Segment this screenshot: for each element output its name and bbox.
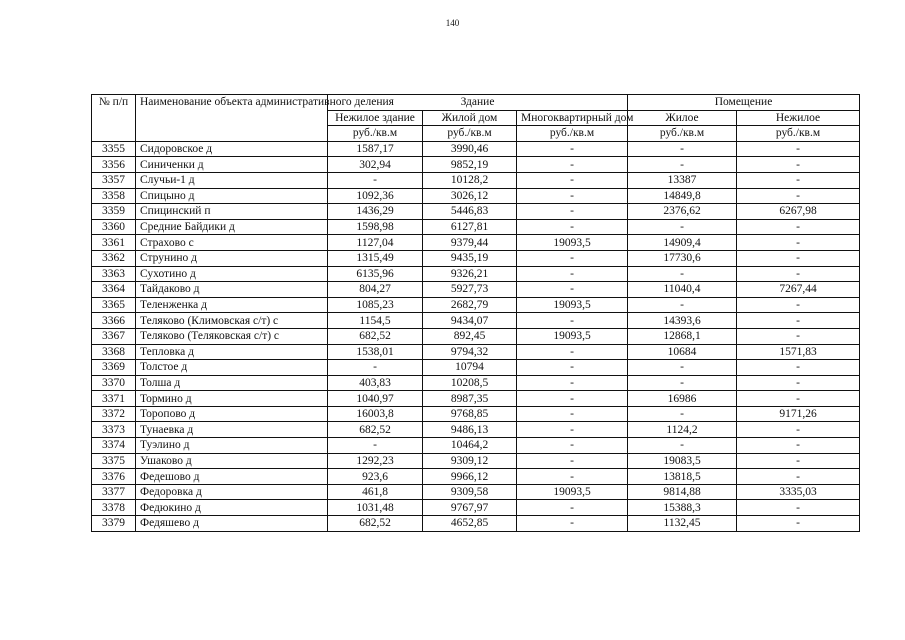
residential-house-price: 8987,35 — [423, 391, 517, 407]
row-number: 3372 — [92, 406, 136, 422]
row-number: 3356 — [92, 157, 136, 173]
settlement-name: Теляково (Теляковская с/т) с — [136, 328, 328, 344]
settlement-name: Ушаково д — [136, 453, 328, 469]
row-number: 3367 — [92, 328, 136, 344]
apartment-building-price: - — [517, 141, 628, 157]
nonresidential-premises-price: - — [737, 266, 860, 282]
residential-house-price: 9486,13 — [423, 422, 517, 438]
settlement-name: Федюкино д — [136, 500, 328, 516]
price-table — [91, 94, 860, 532]
nonresidential-building-price: 1292,23 — [328, 453, 423, 469]
settlement-name: Сидоровское д — [136, 141, 328, 157]
table-row — [92, 172, 860, 188]
nonresidential-building-price: - — [328, 360, 423, 376]
nonresidential-premises-price: - — [737, 375, 860, 391]
residential-house-price: 10464,2 — [423, 438, 517, 454]
unit-label: руб./кв.м — [628, 126, 737, 142]
row-number: 3368 — [92, 344, 136, 360]
nonresidential-premises-price: - — [737, 469, 860, 485]
apartment-building-price: - — [517, 266, 628, 282]
nonresidential-premises-price: - — [737, 157, 860, 173]
residential-premises-price: 19083,5 — [628, 453, 737, 469]
table-row — [92, 282, 860, 298]
residential-premises-price: 1124,2 — [628, 422, 737, 438]
settlement-name: Толша д — [136, 375, 328, 391]
settlement-name: Спицыно д — [136, 188, 328, 204]
table-row — [92, 375, 860, 391]
nonresidential-building-price: - — [328, 438, 423, 454]
apartment-building-price: - — [517, 313, 628, 329]
nonresidential-premises-price: 9171,26 — [737, 406, 860, 422]
row-number: 3360 — [92, 219, 136, 235]
table-row — [92, 453, 860, 469]
table-row — [92, 406, 860, 422]
settlement-name: Федяшево д — [136, 516, 328, 532]
nonresidential-premises-price: - — [737, 500, 860, 516]
row-number: 3375 — [92, 453, 136, 469]
table-row — [92, 141, 860, 157]
header-premises: Помещение — [628, 95, 860, 111]
table-row — [92, 235, 860, 251]
table-row — [92, 250, 860, 266]
nonresidential-premises-price: - — [737, 438, 860, 454]
apartment-building-price: - — [517, 438, 628, 454]
settlement-name: Страхово с — [136, 235, 328, 251]
apartment-building-price: - — [517, 391, 628, 407]
row-number: 3370 — [92, 375, 136, 391]
residential-house-price: 9309,58 — [423, 484, 517, 500]
residential-house-price: 3026,12 — [423, 188, 517, 204]
nonresidential-premises-price: - — [737, 516, 860, 532]
settlement-name: Тунаевка д — [136, 422, 328, 438]
residential-premises-price: 16986 — [628, 391, 737, 407]
nonresidential-building-price: 461,8 — [328, 484, 423, 500]
nonresidential-building-price: 1031,48 — [328, 500, 423, 516]
apartment-building-price: 19093,5 — [517, 484, 628, 500]
settlement-name: Тайдаково д — [136, 282, 328, 298]
apartment-building-price: - — [517, 188, 628, 204]
unit-label: руб./кв.м — [423, 126, 517, 142]
unit-label: руб./кв.м — [737, 126, 860, 142]
residential-house-price: 9326,21 — [423, 266, 517, 282]
residential-house-price: 2682,79 — [423, 297, 517, 313]
apartment-building-price: 19093,5 — [517, 235, 628, 251]
residential-premises-price: - — [628, 157, 737, 173]
settlement-name: Тепловка д — [136, 344, 328, 360]
residential-house-price: 892,45 — [423, 328, 517, 344]
row-number: 3369 — [92, 360, 136, 376]
residential-premises-price: 14393,6 — [628, 313, 737, 329]
table-row — [92, 500, 860, 516]
table-row — [92, 469, 860, 485]
apartment-building-price: - — [517, 219, 628, 235]
header-nonresidential-premises: Нежилое — [737, 110, 860, 126]
residential-house-price: 3990,46 — [423, 141, 517, 157]
residential-house-price: 4652,85 — [423, 516, 517, 532]
nonresidential-building-price: 16003,8 — [328, 406, 423, 422]
page-number: 140 — [445, 18, 460, 28]
nonresidential-premises-price: - — [737, 219, 860, 235]
nonresidential-building-price: 1598,98 — [328, 219, 423, 235]
nonresidential-building-price: 302,94 — [328, 157, 423, 173]
settlement-name: Федоровка д — [136, 484, 328, 500]
nonresidential-building-price: 1538,01 — [328, 344, 423, 360]
nonresidential-building-price: - — [328, 172, 423, 188]
row-number: 3377 — [92, 484, 136, 500]
residential-premises-price: 2376,62 — [628, 204, 737, 220]
residential-premises-price: - — [628, 219, 737, 235]
settlement-name: Толстое д — [136, 360, 328, 376]
row-number: 3366 — [92, 313, 136, 329]
settlement-name: Торопово д — [136, 406, 328, 422]
nonresidential-premises-price: - — [737, 235, 860, 251]
nonresidential-premises-price: 6267,98 — [737, 204, 860, 220]
nonresidential-building-price: 1092,36 — [328, 188, 423, 204]
residential-house-price: 9309,12 — [423, 453, 517, 469]
residential-house-price: 10794 — [423, 360, 517, 376]
apartment-building-price: - — [517, 204, 628, 220]
nonresidential-building-price: 1315,49 — [328, 250, 423, 266]
apartment-building-price: - — [517, 360, 628, 376]
unit-label: руб./кв.м — [517, 126, 628, 142]
residential-premises-price: - — [628, 266, 737, 282]
settlement-name: Теленженка д — [136, 297, 328, 313]
nonresidential-premises-price: - — [737, 422, 860, 438]
apartment-building-price: - — [517, 453, 628, 469]
residential-house-price: 6127,81 — [423, 219, 517, 235]
unit-label: руб./кв.м — [328, 126, 423, 142]
residential-premises-price: - — [628, 406, 737, 422]
nonresidential-building-price: 1040,97 — [328, 391, 423, 407]
residential-house-price: 10128,2 — [423, 172, 517, 188]
residential-premises-price: 1132,45 — [628, 516, 737, 532]
row-number: 3357 — [92, 172, 136, 188]
nonresidential-building-price: 682,52 — [328, 516, 423, 532]
apartment-building-price: - — [517, 250, 628, 266]
residential-premises-price: 14909,4 — [628, 235, 737, 251]
row-number: 3355 — [92, 141, 136, 157]
residential-premises-price: - — [628, 360, 737, 376]
nonresidential-building-price: 1154,5 — [328, 313, 423, 329]
row-number: 3364 — [92, 282, 136, 298]
table-row — [92, 422, 860, 438]
residential-premises-price: 10684 — [628, 344, 737, 360]
settlement-name: Туэлино д — [136, 438, 328, 454]
nonresidential-building-price: 6135,96 — [328, 266, 423, 282]
residential-house-price: 9435,19 — [423, 250, 517, 266]
settlement-name: Случьи-1 д — [136, 172, 328, 188]
apartment-building-price: - — [517, 516, 628, 532]
residential-premises-price: - — [628, 438, 737, 454]
header-name: Наименование объекта административного деления — [136, 95, 328, 142]
nonresidential-premises-price: - — [737, 391, 860, 407]
row-number: 3363 — [92, 266, 136, 282]
table-row — [92, 297, 860, 313]
nonresidential-premises-price: 1571,83 — [737, 344, 860, 360]
residential-house-price: 5927,73 — [423, 282, 517, 298]
residential-premises-price: 12868,1 — [628, 328, 737, 344]
settlement-name: Сухотино д — [136, 266, 328, 282]
table-row — [92, 360, 860, 376]
nonresidential-premises-price: - — [737, 328, 860, 344]
nonresidential-premises-price: - — [737, 250, 860, 266]
nonresidential-premises-price: 3335,03 — [737, 484, 860, 500]
header-residential-premises: Жилое — [628, 110, 737, 126]
nonresidential-building-price: 403,83 — [328, 375, 423, 391]
header-row-top — [92, 95, 860, 111]
nonresidential-premises-price: - — [737, 297, 860, 313]
apartment-building-price: - — [517, 282, 628, 298]
table-row — [92, 188, 860, 204]
nonresidential-building-price: 1436,29 — [328, 204, 423, 220]
table-row — [92, 391, 860, 407]
nonresidential-building-price: 1085,23 — [328, 297, 423, 313]
settlement-name: Спицинский п — [136, 204, 328, 220]
residential-premises-price: 9814,88 — [628, 484, 737, 500]
settlement-name: Теляково (Климовская с/т) с — [136, 313, 328, 329]
nonresidential-premises-price: - — [737, 313, 860, 329]
settlement-name: Федешово д — [136, 469, 328, 485]
table-row — [92, 266, 860, 282]
residential-house-price: 9434,07 — [423, 313, 517, 329]
row-number: 3359 — [92, 204, 136, 220]
table-row — [92, 219, 860, 235]
apartment-building-price: - — [517, 406, 628, 422]
apartment-building-price: 19093,5 — [517, 297, 628, 313]
table-row — [92, 313, 860, 329]
apartment-building-price: - — [517, 172, 628, 188]
apartment-building-price: - — [517, 375, 628, 391]
residential-premises-price: 13818,5 — [628, 469, 737, 485]
row-number: 3374 — [92, 438, 136, 454]
row-number: 3362 — [92, 250, 136, 266]
header-building: Здание — [328, 95, 628, 111]
residential-house-price: 5446,83 — [423, 204, 517, 220]
table-row — [92, 516, 860, 532]
header-apartment-building: Многоквартирный дом — [517, 110, 628, 126]
residential-premises-price: 15388,3 — [628, 500, 737, 516]
nonresidential-premises-price: - — [737, 188, 860, 204]
nonresidential-building-price: 804,27 — [328, 282, 423, 298]
settlement-name: Средние Байдики д — [136, 219, 328, 235]
header-num: № п/п — [92, 95, 136, 142]
residential-house-price: 9768,85 — [423, 406, 517, 422]
residential-premises-price: - — [628, 375, 737, 391]
table-row — [92, 204, 860, 220]
nonresidential-premises-price: 7267,44 — [737, 282, 860, 298]
row-number: 3358 — [92, 188, 136, 204]
table-row — [92, 328, 860, 344]
table-row — [92, 344, 860, 360]
table-row — [92, 438, 860, 454]
nonresidential-building-price: 923,6 — [328, 469, 423, 485]
apartment-building-price: - — [517, 500, 628, 516]
table-row — [92, 484, 860, 500]
residential-premises-price: 17730,6 — [628, 250, 737, 266]
row-number: 3361 — [92, 235, 136, 251]
settlement-name: Тормино д — [136, 391, 328, 407]
nonresidential-building-price: 1587,17 — [328, 141, 423, 157]
nonresidential-premises-price: - — [737, 360, 860, 376]
table-body — [92, 95, 860, 532]
header-nonresidential-building: Нежилое здание — [328, 110, 423, 126]
residential-premises-price: 11040,4 — [628, 282, 737, 298]
apartment-building-price: - — [517, 157, 628, 173]
row-number: 3365 — [92, 297, 136, 313]
settlement-name: Синиченки д — [136, 157, 328, 173]
nonresidential-building-price: 682,52 — [328, 422, 423, 438]
row-number: 3378 — [92, 500, 136, 516]
header-residential-house: Жилой дом — [423, 110, 517, 126]
row-number: 3376 — [92, 469, 136, 485]
residential-house-price: 9966,12 — [423, 469, 517, 485]
residential-house-price: 9852,19 — [423, 157, 517, 173]
nonresidential-premises-price: - — [737, 453, 860, 469]
apartment-building-price: 19093,5 — [517, 328, 628, 344]
nonresidential-building-price: 682,52 — [328, 328, 423, 344]
apartment-building-price: - — [517, 469, 628, 485]
nonresidential-building-price: 1127,04 — [328, 235, 423, 251]
residential-premises-price: - — [628, 297, 737, 313]
residential-premises-price: 13387 — [628, 172, 737, 188]
apartment-building-price: - — [517, 422, 628, 438]
residential-house-price: 9794,32 — [423, 344, 517, 360]
residential-house-price: 9767,97 — [423, 500, 517, 516]
nonresidential-premises-price: - — [737, 172, 860, 188]
residential-house-price: 10208,5 — [423, 375, 517, 391]
row-number: 3373 — [92, 422, 136, 438]
nonresidential-premises-price: - — [737, 141, 860, 157]
settlement-name: Струнино д — [136, 250, 328, 266]
residential-premises-price: 14849,8 — [628, 188, 737, 204]
residential-premises-price: - — [628, 141, 737, 157]
residential-house-price: 9379,44 — [423, 235, 517, 251]
row-number: 3379 — [92, 516, 136, 532]
table-row — [92, 157, 860, 173]
apartment-building-price: - — [517, 344, 628, 360]
row-number: 3371 — [92, 391, 136, 407]
